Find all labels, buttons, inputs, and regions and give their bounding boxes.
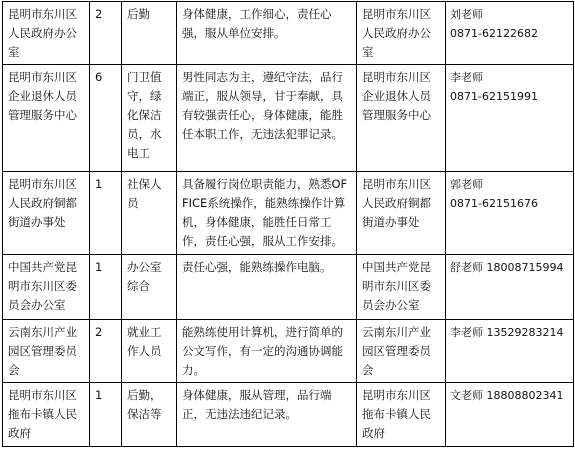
employer-cell: 昆明市东川区人民政府办公室 — [357, 2, 446, 65]
unit-cell: 昆明市东川区企业退休人员管理服务中心 — [3, 65, 90, 172]
contact-cell: 舒老师 18008715994 — [446, 255, 574, 320]
employer-cell: 昆明市东川区拖布卡镇人民政府 — [357, 383, 446, 447]
requirements-cell: 责任心强，能熟练操作电脑。 — [177, 255, 357, 320]
table-body — [3, 2, 574, 447]
count-cell: 1 — [90, 255, 122, 320]
count-cell: 1 — [90, 172, 122, 255]
count-cell: 2 — [90, 320, 122, 383]
position-cell: 门卫值守，绿化保洁员，水电工 — [122, 65, 177, 172]
table-row — [3, 320, 574, 383]
requirements-cell: 身体健康，工作细心，责任心强，服从单位安排。 — [177, 2, 357, 65]
requirements-cell: 能熟练使用计算机，进行简单的公文写作，有一定的沟通协调能力。 — [177, 320, 357, 383]
position-cell: 后勤 — [122, 2, 177, 65]
position-cell: 就业工作人员 — [122, 320, 177, 383]
count-cell: 2 — [90, 2, 122, 65]
table-row — [3, 255, 574, 320]
position-cell: 社保人员 — [122, 172, 177, 255]
unit-cell: 云南东川产业园区管理委员会 — [3, 320, 90, 383]
count-cell: 1 — [90, 383, 122, 447]
position-cell: 办公室综合 — [122, 255, 177, 320]
unit-cell: 昆明市东川区拖布卡镇人民政府 — [3, 383, 90, 447]
requirements-cell: 具备履行岗位职责能力，熟悉OFFICE系统操作，能熟练操作计算机，身体健康，能胜任日常工作，责任心强，服从工作安排。 — [177, 172, 357, 255]
contact-cell: 文老师 18808802341 — [446, 383, 574, 447]
employer-cell: 云南东川产业园区管理委员会 — [357, 320, 446, 383]
table-row — [3, 2, 574, 65]
unit-cell: 昆明市东川区人民政府办公室 — [3, 2, 90, 65]
employer-cell: 昆明市东川区企业退休人员管理服务中心 — [357, 65, 446, 172]
requirements-cell: 身体健康，服从管理，品行端正，无违法违纪记录。 — [177, 383, 357, 447]
recruitment-table — [2, 1, 574, 447]
employer-cell: 中国共产党昆明市东川区委员会办公室 — [357, 255, 446, 320]
contact-cell: 李老师 13529283214 — [446, 320, 574, 383]
unit-cell: 昆明市东川区人民政府铜都街道办事处 — [3, 172, 90, 255]
table-row — [3, 65, 574, 172]
contact-cell: 郭老师 0871-62151676 — [446, 172, 574, 255]
requirements-cell: 男性同志为主，遵纪守法，品行端正，服从领导，甘于奉献，具有较强责任心，身体健康，能胜任本职工作，无违法犯罪记录。 — [177, 65, 357, 172]
contact-cell: 刘老师 0871-62122682 — [446, 2, 574, 65]
unit-cell: 中国共产党昆明市东川区委员会办公室 — [3, 255, 90, 320]
employer-cell: 昆明市东川区人民政府铜都街道办事处 — [357, 172, 446, 255]
table-row — [3, 172, 574, 255]
count-cell: 6 — [90, 65, 122, 172]
table-row — [3, 383, 574, 447]
position-cell: 后勤，保洁等 — [122, 383, 177, 447]
contact-cell: 李老师 0871-62151991 — [446, 65, 574, 172]
